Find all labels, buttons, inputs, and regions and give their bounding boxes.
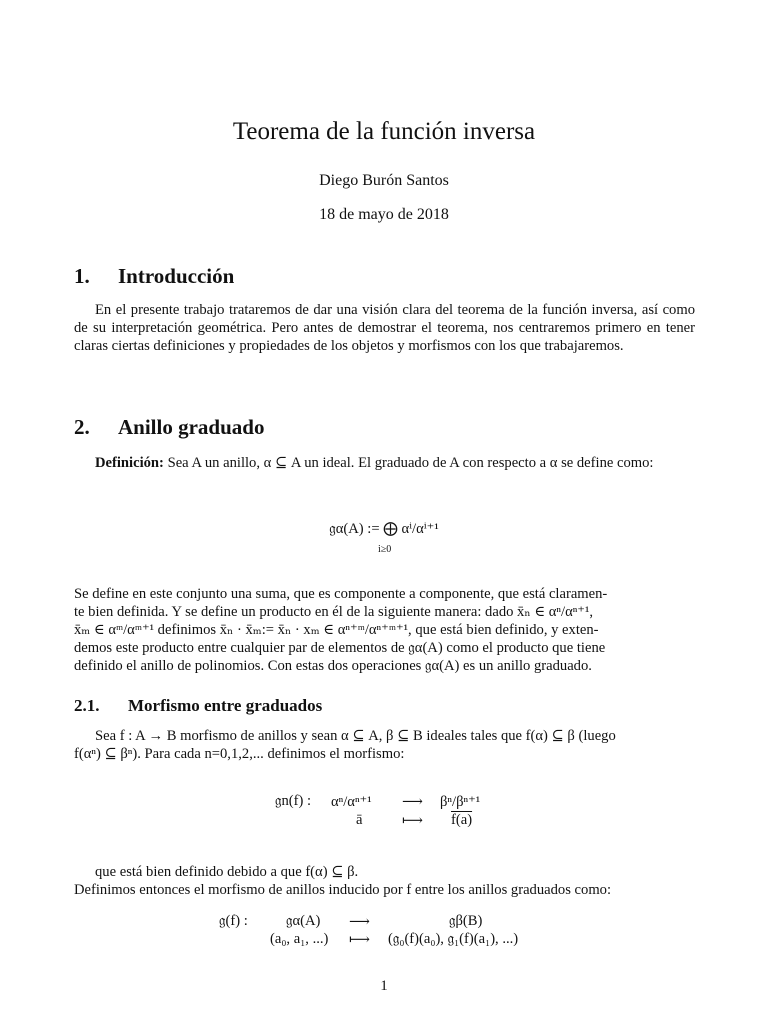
document-title: Teorema de la función inversa <box>232 118 536 145</box>
paragraph-line: Sea f : A → B morfismo de anillos y sean α ⊆ A, β ⊆ B ideales tales que f(α) ⊆ β (luego <box>95 728 616 744</box>
map1-maps-to: ⟼ <box>402 813 423 829</box>
section-number: 2. <box>74 415 90 439</box>
paragraph-line: que está bien definido debido a que f(α) ⊆ β. <box>95 864 359 880</box>
map2-domain: 𝔤α(A) <box>286 913 321 929</box>
map2-element: (a₀, a₁, ...) <box>270 931 329 947</box>
map2-name: 𝔤(f) : <box>219 913 248 929</box>
subsection-heading <box>74 696 694 716</box>
map1-domain: αⁿ/αⁿ⁺¹ <box>331 794 372 810</box>
map2-maps-to: ⟼ <box>349 932 370 948</box>
paragraph-line: x̄ₘ ∈ αᵐ/αᵐ⁺¹ definimos x̄ₙ · x̄ₘ:= x̄ₙ · xₘ ∈ αⁿ⁺ᵐ/αⁿ⁺ᵐ⁺¹, que está bien definido, y exten- <box>74 622 599 638</box>
paragraph-line: f(αⁿ) ⊆ βⁿ). Para cada n=0,1,2,... definimos el morfismo: <box>74 746 405 762</box>
map1-image: f(a) <box>451 812 473 828</box>
paragraph-line: te bien definida. Y se define un producto en él de la siguiente manera: dado x̄ₙ ∈ αⁿ/αⁿ⁺¹, <box>74 604 594 620</box>
morphism-paragraph <box>74 727 695 763</box>
subsection-title: Morfismo entre graduados <box>128 696 323 715</box>
document-date: 18 de mayo de 2018 <box>319 206 449 223</box>
section-title: Introducción <box>118 264 235 288</box>
after-map-text <box>74 863 695 899</box>
map1-element: ā <box>356 812 363 828</box>
document-author: Diego Burón Santos <box>319 172 449 189</box>
paragraph-line: Definimos entonces el morfismo de anillos inducido por f entre los anillos graduados como: <box>74 882 612 898</box>
section-title: Anillo graduado <box>118 415 265 439</box>
map1-arrow: ⟶ <box>402 794 423 810</box>
map2-codomain: 𝔤β(B) <box>449 913 483 929</box>
section-heading-anillo-graduado <box>74 415 694 440</box>
subsection-number: 2.1. <box>74 696 100 715</box>
paragraph-line: demos este producto entre cualquier par de elementos de 𝔤α(A) como el producto que tiene <box>74 640 606 656</box>
page-number: 1 <box>380 978 388 994</box>
map1-codomain: βⁿ/βⁿ⁺¹ <box>440 794 481 810</box>
definition-paragraph <box>74 454 695 472</box>
graded-ring-formula: 𝔤α(A) := ⨁ αⁱ/αⁱ⁺¹ <box>329 521 439 537</box>
product-paragraph <box>74 585 695 675</box>
section-number: 1. <box>74 264 90 288</box>
definition-text: Sea A un anillo, α ⊆ A un ideal. El graduado de A con respecto a α se define como: <box>167 455 654 471</box>
paragraph-line: Se define en este conjunto una suma, que es componente a componente, que está claramen- <box>74 586 608 602</box>
paragraph-line: definido el anillo de polinomios. Con estas dos operaciones 𝔤α(A) es un anillo graduado. <box>74 658 592 674</box>
map1-name: 𝔤n(f) : <box>275 793 312 809</box>
formula-subscript: i≥0 <box>378 544 392 555</box>
section-heading-introduccion <box>74 264 694 289</box>
definition-label: Definición: <box>95 455 164 471</box>
map2-image: (𝔤₀(f)(a₀), 𝔤₁(f)(a₁), ...) <box>388 931 519 947</box>
intro-paragraph: En el presente trabajo trataremos de dar una visión clara del teorema de la función inversa, así como de su interpretación geométrica. Pero antes de demostrar el teorema, nos centraremos primero en tener claras ciertas definiciones y propiedades de los objetos y morfismos con los que trabajaremos. <box>74 302 695 354</box>
map2-arrow: ⟶ <box>349 914 370 930</box>
